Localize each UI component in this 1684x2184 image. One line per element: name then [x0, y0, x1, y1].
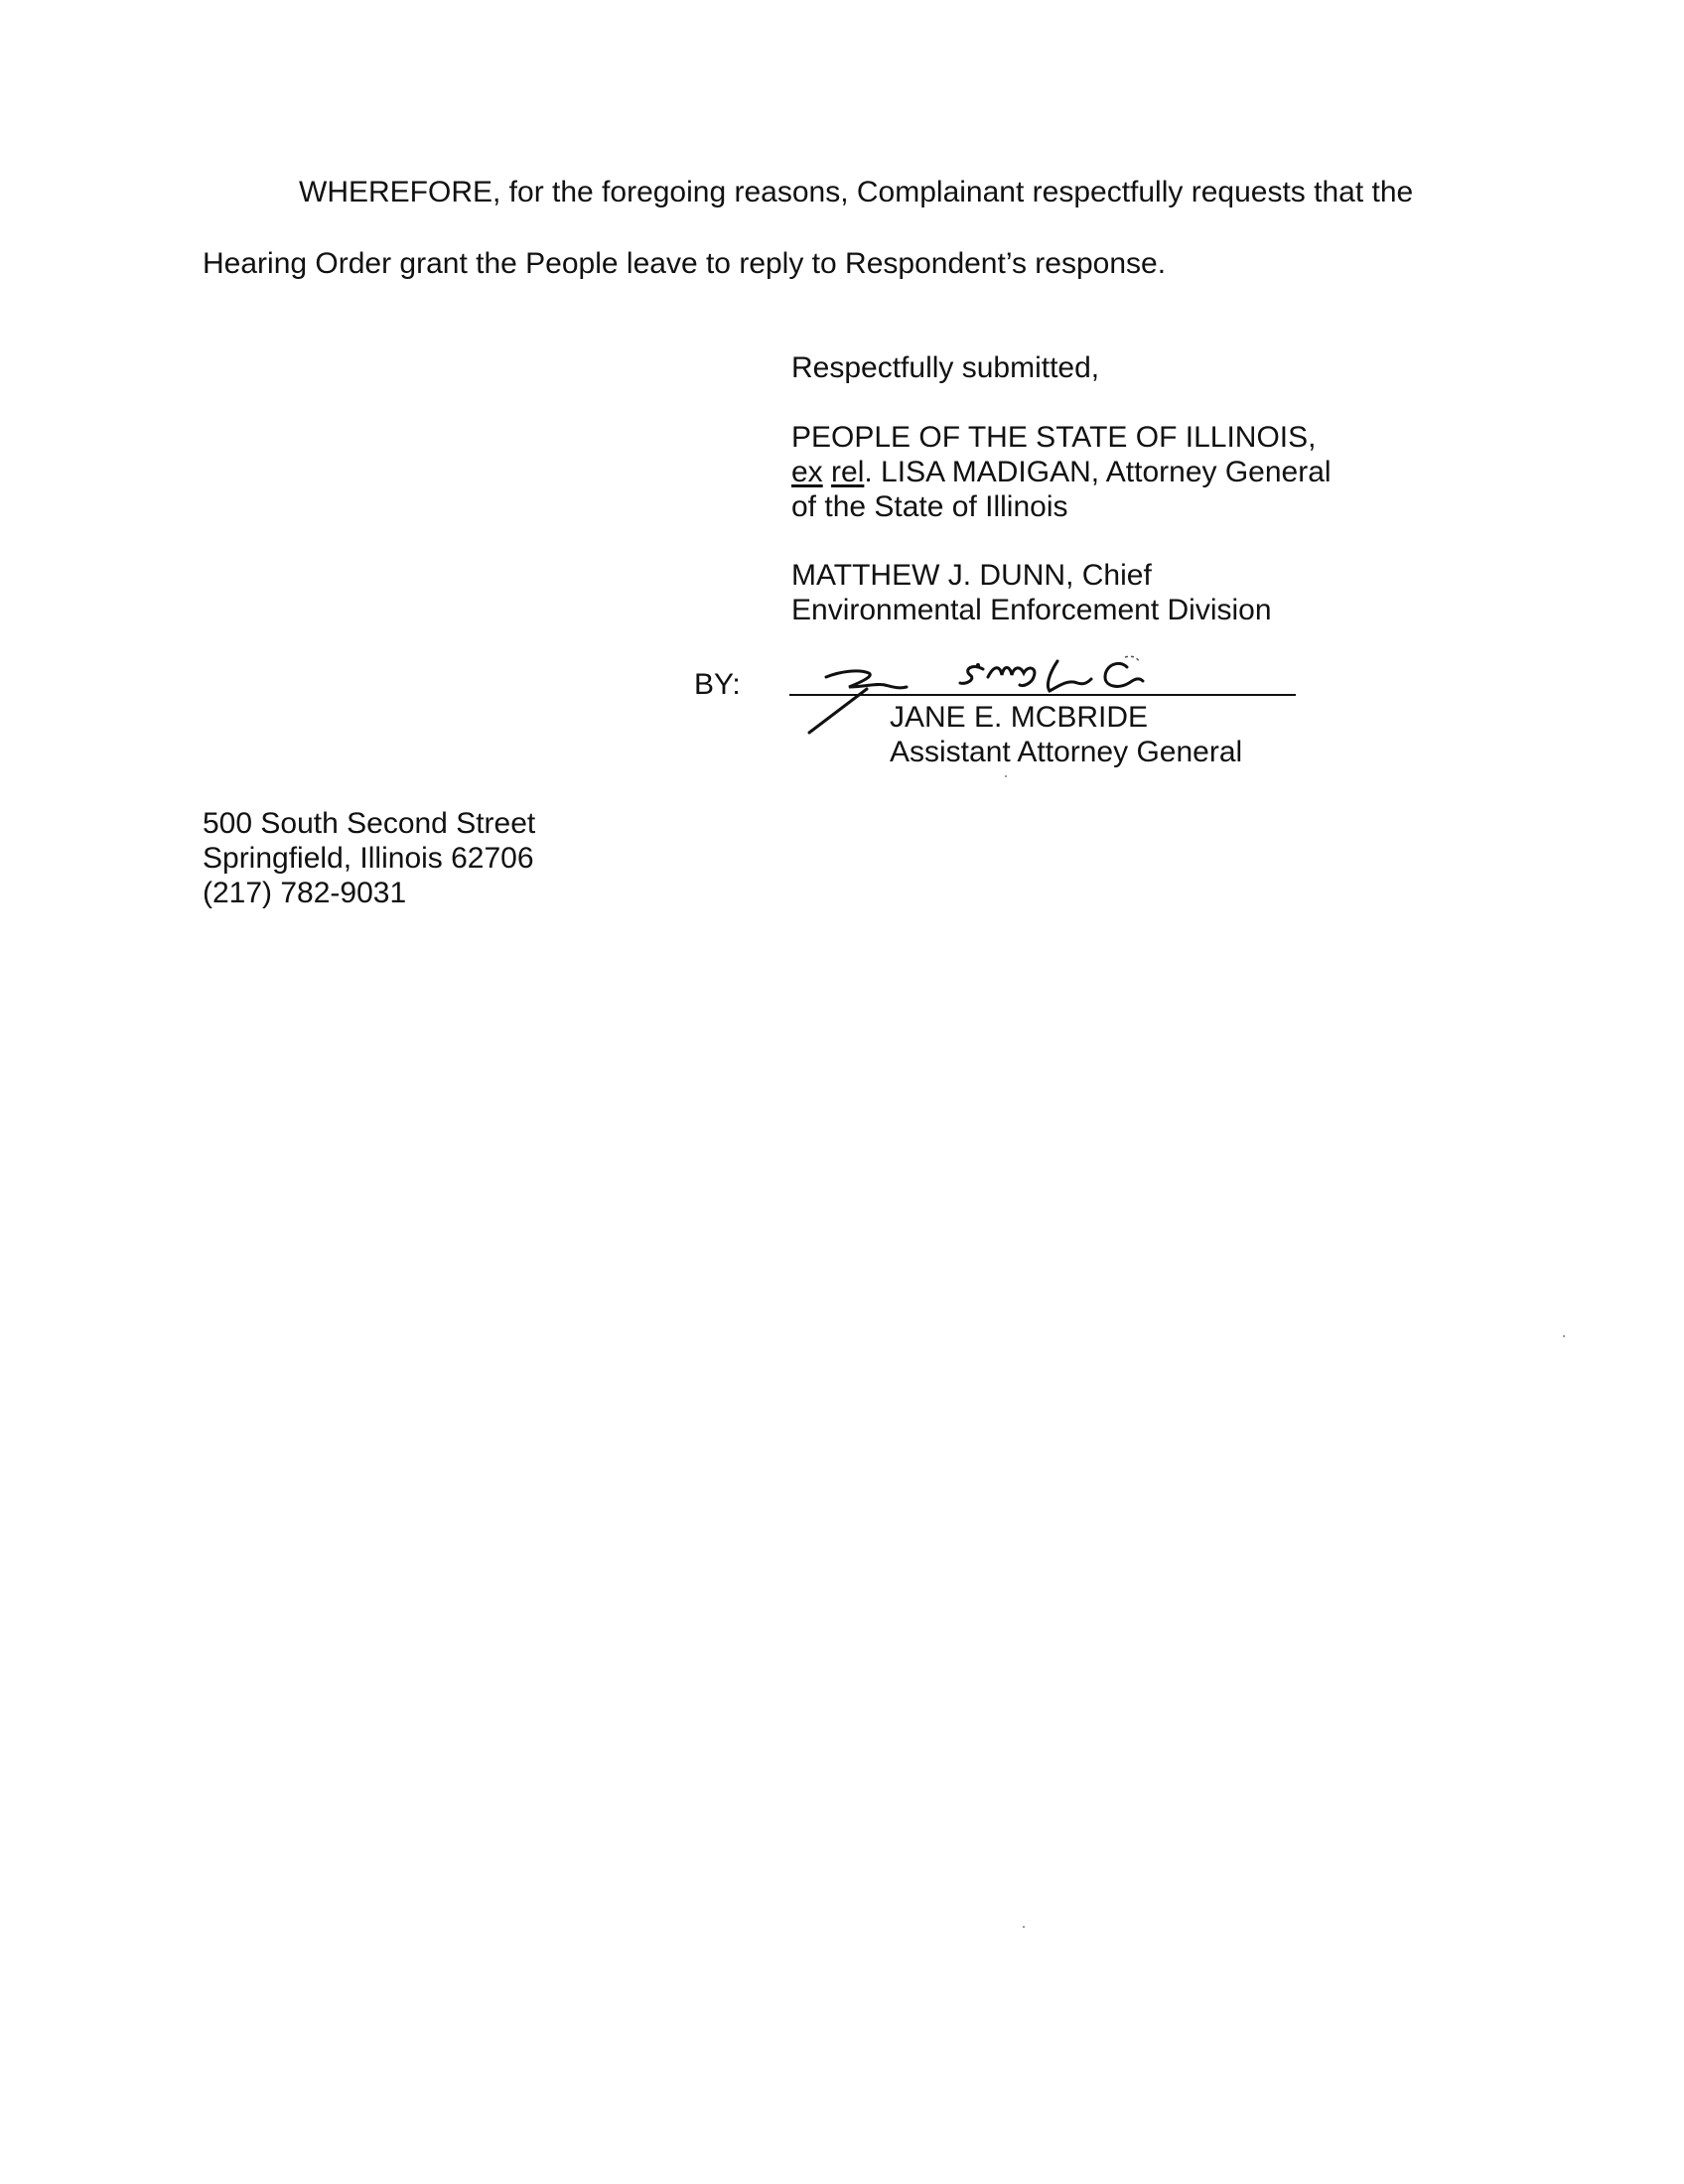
address-block	[203, 806, 535, 910]
ex-underlined: ex	[791, 456, 823, 488]
party-line-2	[791, 455, 1332, 489]
party-block	[791, 420, 1332, 524]
chief-line-2: Environmental Enforcement Division	[791, 594, 1272, 626]
address-city: Springfield, Illinois 62706	[203, 842, 534, 875]
party-line-3: of the State of Illinois	[791, 490, 1068, 523]
signer-block	[890, 700, 1242, 769]
address-street: 500 South Second Street	[203, 807, 536, 840]
chief-block	[791, 558, 1272, 627]
paragraph-line-1: WHEREFORE, for the foregoing reasons, Complainant respectfully requests that the	[299, 176, 1414, 208]
rel-underlined: rel	[831, 456, 865, 488]
paragraph-line-2: Hearing Order grant the People leave to reply to Respondent’s response.	[203, 247, 1167, 280]
scan-speck	[1023, 1926, 1025, 1928]
party-line-1: PEOPLE OF THE STATE OF ILLINOIS,	[791, 421, 1317, 454]
party-line-2-rest: . LISA MADIGAN, Attorney General	[864, 456, 1332, 488]
scan-speck	[1005, 775, 1007, 777]
signer-name: JANE E. MCBRIDE	[890, 701, 1149, 734]
chief-line-1: MATTHEW J. DUNN, Chief	[791, 559, 1152, 592]
signer-title: Assistant Attorney General	[890, 736, 1243, 768]
address-phone: (217) 782-9031	[203, 877, 407, 909]
by-label: BY:	[694, 668, 741, 701]
scan-speck	[1563, 1335, 1565, 1337]
closing-text: Respectfully submitted,	[791, 351, 1100, 384]
